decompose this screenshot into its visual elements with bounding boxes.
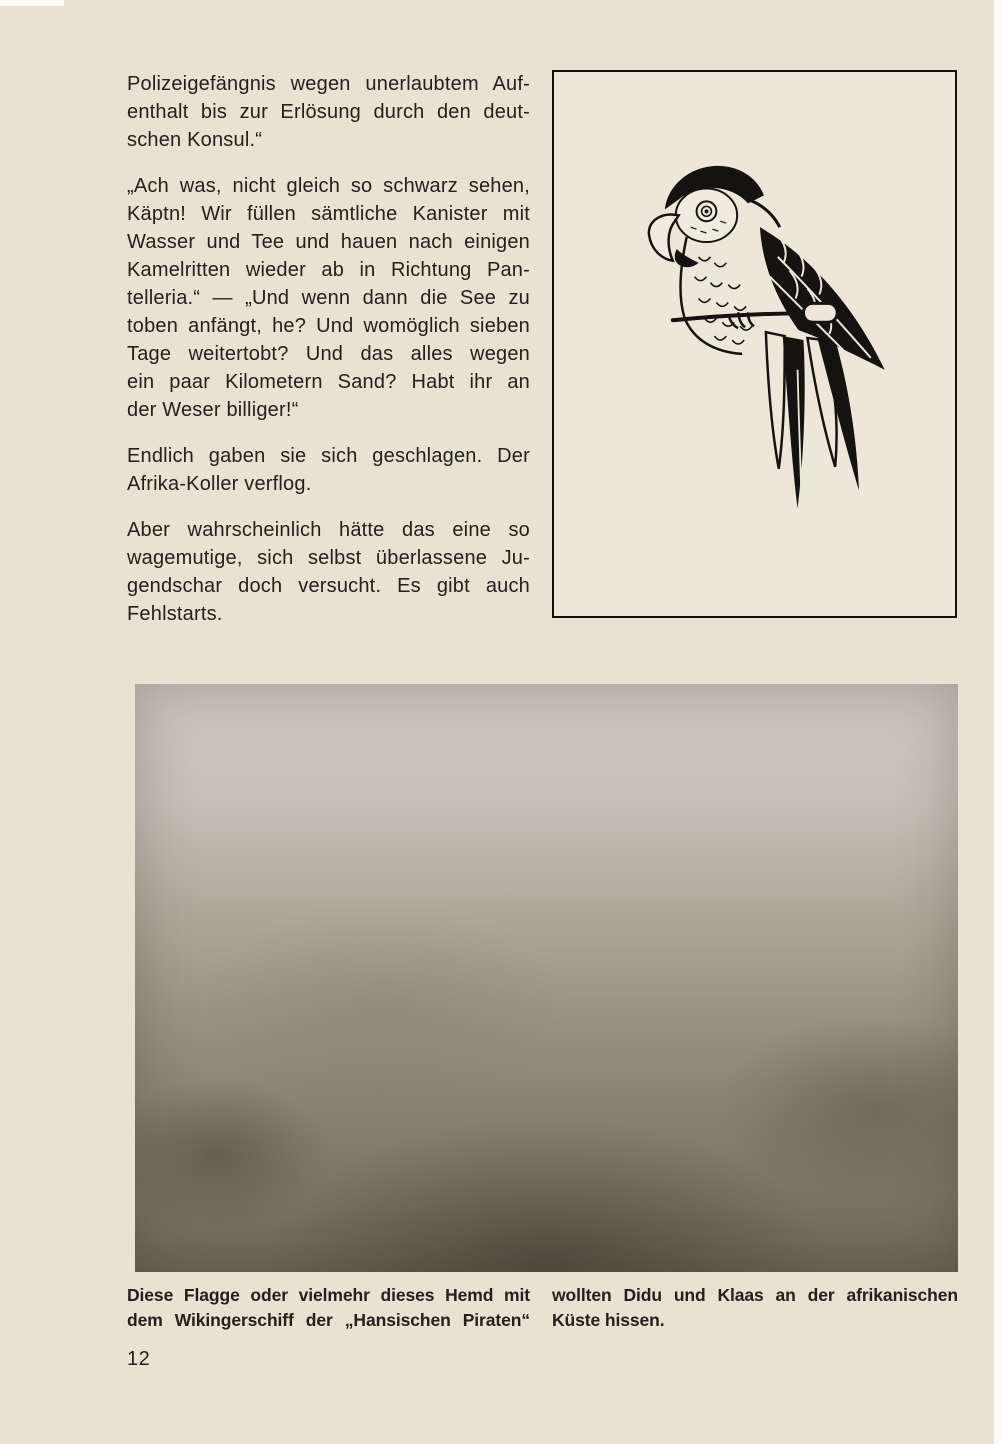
page-number: 12: [127, 1348, 151, 1370]
parrot-icon: [554, 72, 955, 616]
photograph-placeholder: [135, 684, 958, 1272]
paragraph: [127, 442, 530, 498]
text-line: Fehlstarts.: [127, 603, 223, 625]
paragraph: [127, 516, 530, 628]
text-line: Käptn! Wir füllen sämtliche Kanister mit: [127, 203, 530, 225]
text-line: Kamelritten wieder ab in Richtung Pan-: [127, 259, 530, 281]
text-line: Tage weitertobt? Und das alles wegen: [127, 343, 530, 365]
text-line: Aber wahrscheinlich hätte das eine so: [127, 519, 530, 541]
scan-corner-artifact: [0, 0, 64, 6]
text-line: Polizeigefängnis wegen unerlaubtem Auf-: [127, 73, 530, 95]
text-line: gendschar doch versucht. Es gibt auch: [127, 575, 530, 597]
text-line: der Weser billiger!“: [127, 399, 299, 421]
paragraph: [127, 70, 530, 154]
text-line: wagemutige, sich selbst überlassene Ju-: [127, 547, 530, 569]
article-text: [127, 70, 530, 628]
text-line: „Ach was, nicht gleich so schwarz sehen,: [127, 175, 530, 197]
text-line: telleria.“ — „Und wenn dann die See zu: [127, 287, 530, 309]
text-line: enthalt bis zur Erlösung durch den deut-: [127, 101, 530, 123]
paragraph: [127, 172, 530, 424]
caption-line: Diese Flagge oder vielmehr dieses Hemd mit: [127, 1285, 530, 1305]
scan-edge: [994, 0, 1001, 1444]
text-line: Afrika-Koller verflog.: [127, 473, 312, 495]
text-line: toben anfängt, he? Und womöglich sieben: [127, 315, 530, 337]
caption-line: dem Wikingerschiff der „Hansischen Piraten“: [127, 1310, 530, 1330]
caption-line: wollten Didu und Klaas an der afrikanischen: [552, 1285, 958, 1305]
parrot-illustration-frame: [552, 70, 957, 618]
text-line: Wasser und Tee und hauen nach einigen: [127, 231, 530, 253]
text-line: ein paar Kilometern Sand? Habt ihr an: [127, 371, 530, 393]
text-line: schen Konsul.“: [127, 129, 263, 151]
caption-line: Küste hissen.: [552, 1310, 665, 1330]
photo-caption-right: [552, 1283, 958, 1333]
photo-caption-left: [127, 1283, 530, 1333]
text-line: Endlich gaben sie sich geschlagen. Der: [127, 445, 530, 467]
